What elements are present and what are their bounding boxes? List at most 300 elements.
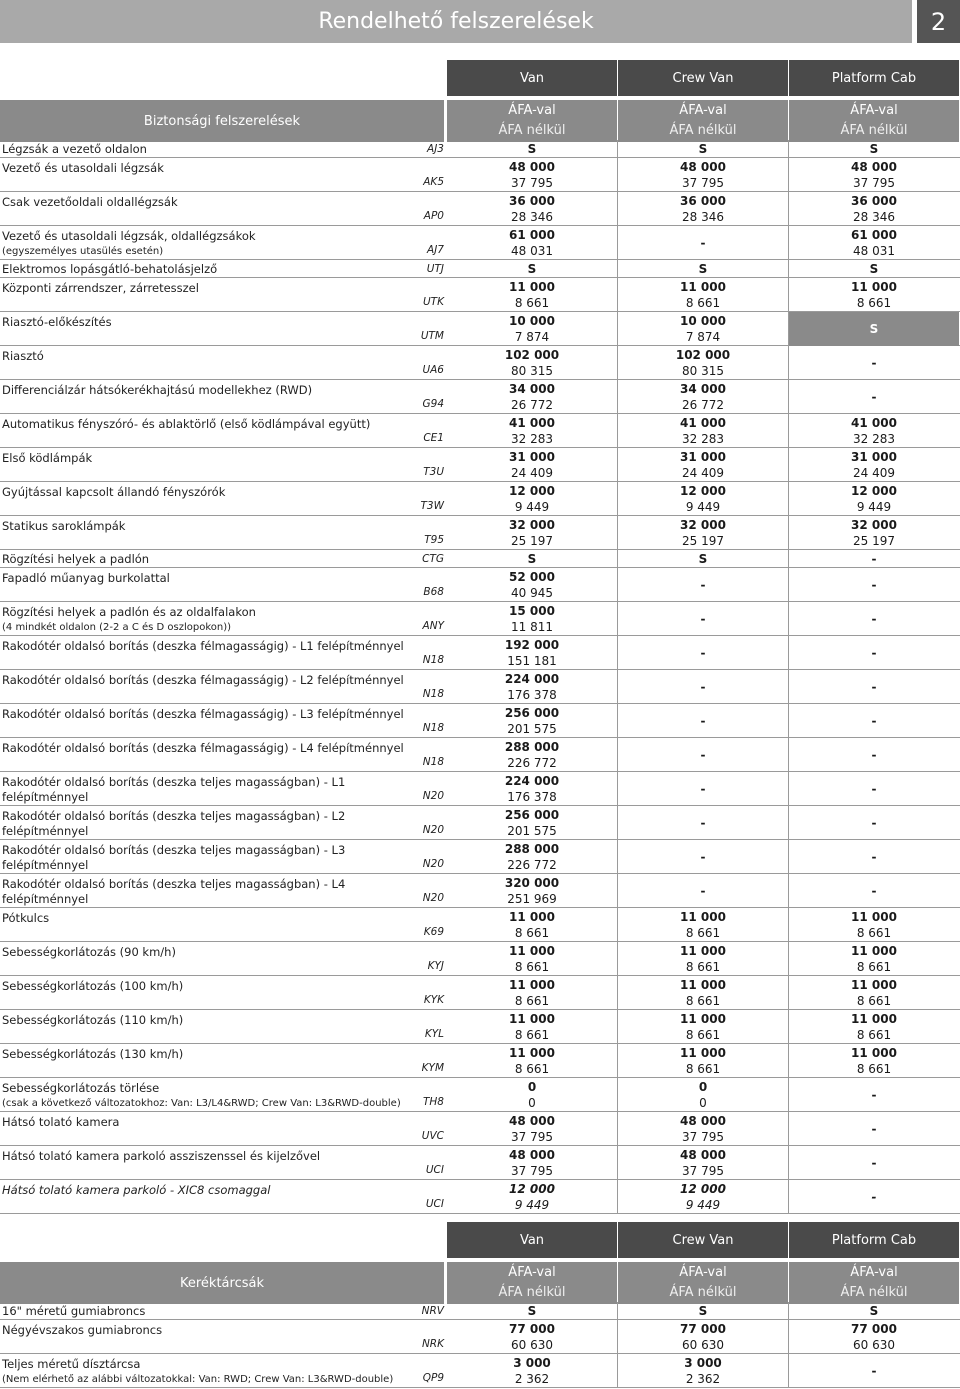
price-without-vat: 7 874: [685, 330, 721, 344]
option-code: AP0: [423, 210, 444, 222]
option-label: [2, 1081, 401, 1111]
price-cell-van: [447, 414, 617, 448]
price-without-vat: 9 449: [514, 1198, 550, 1212]
price-cell-platform-cab: [789, 312, 959, 346]
price-without-vat: 8 661: [685, 1028, 721, 1042]
price-cell-platform-cab: [789, 1180, 959, 1214]
price-without-vat: 48 031: [853, 244, 895, 258]
option-label: [2, 911, 49, 926]
option-code: ANY: [422, 620, 444, 632]
vat-with-label: ÁFA-val: [508, 103, 556, 118]
price-cell-platform-cab: [789, 704, 959, 738]
price-cell-van: [447, 226, 617, 260]
option-code: N20: [422, 790, 444, 802]
option-code: B68: [423, 586, 444, 598]
price-cell-van: [447, 1180, 617, 1214]
price-cell-crew-van: [618, 448, 788, 482]
price-cell-crew-van: [618, 772, 788, 806]
price-without-vat: 9 449: [685, 500, 721, 514]
price-without-vat: 26 772: [682, 398, 724, 412]
option-label: [2, 1357, 393, 1387]
option-note: (csak a következő változatokhoz: Van: L3/L4&RWD; Crew Van: L3&RWD-double): [2, 1098, 401, 1109]
option-code: CE1: [423, 432, 444, 444]
price-cell-van: [447, 976, 617, 1010]
vat-with-label: ÁFA-val: [679, 1265, 727, 1280]
option-label: [2, 1149, 320, 1164]
price-with-vat: 12 000: [680, 484, 726, 498]
price-cell-van: [447, 738, 617, 772]
option-name: Négyévszakos gumiabroncs: [2, 1323, 163, 1337]
vat-without-label: ÁFA nélkül: [840, 123, 908, 138]
price-with-vat: -: [871, 612, 877, 626]
price-without-vat: 24 409: [853, 466, 895, 480]
option-label: [2, 1013, 183, 1028]
option-code: KYK: [423, 994, 444, 1006]
option-name: Légzsák a vezető oldalon: [2, 142, 147, 156]
price-without-vat: 2 362: [514, 1372, 550, 1386]
price-without-vat: 25 197: [682, 534, 724, 548]
option-label: [2, 1115, 119, 1130]
price-cell-crew-van: [618, 840, 788, 874]
price-without-vat: 80 315: [682, 364, 724, 378]
option-label: [2, 552, 149, 567]
price-without-vat: 28 346: [853, 210, 895, 224]
price-cell-van: [447, 260, 617, 278]
price-cell-crew-van: [618, 1078, 788, 1112]
price-without-vat: 8 661: [856, 926, 892, 940]
option-label: [2, 741, 404, 756]
price-cell-platform-cab: [789, 602, 959, 636]
price-without-vat: 0: [699, 1096, 707, 1110]
price-cell-crew-van: [618, 1044, 788, 1078]
price-with-vat: -: [700, 816, 706, 830]
price-cell-platform-cab: [789, 738, 959, 772]
price-cell-platform-cab: [789, 1146, 959, 1180]
price-without-vat: 8 661: [856, 296, 892, 310]
column-header-platform-cab: Platform Cab: [789, 60, 959, 96]
option-code: N18: [422, 654, 444, 666]
price-cell-van: [447, 1078, 617, 1112]
table-row: [0, 1010, 960, 1044]
price-cell-platform-cab: [789, 1078, 959, 1112]
vat-without-label: ÁFA nélkül: [669, 123, 737, 138]
price-without-vat: 8 661: [514, 926, 550, 940]
price-cell-van: [447, 772, 617, 806]
price-without-vat: 201 575: [507, 824, 557, 838]
price-with-vat: 41 000: [509, 416, 555, 430]
price-with-vat: 11 000: [509, 1012, 555, 1026]
price-cell-platform-cab: [789, 482, 959, 516]
price-cell-van: [447, 1044, 617, 1078]
price-with-vat: 11 000: [851, 1046, 897, 1060]
price-with-vat: 11 000: [680, 1012, 726, 1026]
price-without-vat: 8 661: [856, 994, 892, 1008]
price-with-vat: 320 000: [504, 876, 560, 890]
option-note: (egyszemélyes utasülés esetén): [2, 246, 164, 257]
price-without-vat: 60 630: [682, 1338, 724, 1352]
price-with-vat: S: [527, 552, 537, 566]
price-with-vat: 12 000: [509, 484, 555, 498]
option-label: [2, 349, 44, 364]
option-name: Hátsó tolató kamera: [2, 1115, 120, 1129]
price-with-vat: -: [700, 748, 706, 762]
option-label: [2, 281, 199, 296]
price-cell-van: [447, 806, 617, 840]
price-cell-van: [447, 192, 617, 226]
option-label: [2, 383, 312, 398]
option-code: KYL: [424, 1028, 444, 1040]
table-row: [0, 602, 960, 636]
table-row: [0, 1112, 960, 1146]
option-name: Rakodótér oldalsó borítás (deszka teljes magasságban) - L1: [2, 775, 346, 789]
price-cell-platform-cab: [789, 158, 959, 192]
price-cell-platform-cab: [789, 1320, 959, 1354]
option-label: [2, 979, 183, 994]
price-with-vat: 41 000: [851, 416, 897, 430]
price-with-vat: 77 000: [680, 1322, 726, 1336]
vat-without-label: ÁFA nélkül: [498, 123, 566, 138]
table-row: [0, 482, 960, 516]
option-code: AK5: [423, 176, 444, 188]
table-row: [0, 516, 960, 550]
price-without-vat: 37 795: [511, 1164, 553, 1178]
price-with-vat: -: [871, 1122, 877, 1136]
vat-with-label: ÁFA-val: [679, 103, 727, 118]
price-with-vat: -: [700, 782, 706, 796]
table-row: [0, 976, 960, 1010]
price-without-vat: 8 661: [514, 994, 550, 1008]
price-without-vat: 8 661: [514, 296, 550, 310]
price-cell-platform-cab: [789, 806, 959, 840]
table-row: [0, 568, 960, 602]
option-label: [2, 809, 345, 839]
price-cell-van: [447, 670, 617, 704]
price-without-vat: 8 661: [685, 994, 721, 1008]
price-with-vat: -: [871, 748, 877, 762]
price-with-vat: 12 000: [851, 484, 897, 498]
price-cell-crew-van: [618, 874, 788, 908]
price-cell-platform-cab: [789, 346, 959, 380]
safety-section-title: Biztonsági felszerelések: [0, 100, 444, 142]
option-name: Rakodótér oldalsó borítás (deszka félmagasságig) - L1 felépítménnyel: [2, 639, 404, 653]
column-header-van: Van: [447, 1222, 617, 1258]
price-cell-van: [447, 1112, 617, 1146]
table-row: [0, 226, 960, 260]
price-without-vat: 8 661: [514, 1028, 550, 1042]
price-without-vat: 151 181: [507, 654, 557, 668]
table-row: [0, 840, 960, 874]
price-with-vat: 11 000: [509, 280, 555, 294]
price-without-vat: 8 661: [856, 960, 892, 974]
price-with-vat: 61 000: [509, 228, 555, 242]
option-name: Központi zárrendszer, zárretesszel: [2, 281, 199, 295]
option-label: [2, 417, 370, 432]
price-cell-platform-cab: [789, 226, 959, 260]
price-cell-van: [447, 312, 617, 346]
price-cell-crew-van: [618, 704, 788, 738]
price-cell-crew-van: [618, 140, 788, 158]
price-without-vat: 37 795: [853, 176, 895, 190]
price-without-vat: 176 378: [507, 790, 557, 804]
price-with-vat: S: [869, 1304, 879, 1318]
price-cell-crew-van: [618, 346, 788, 380]
option-note: (4 mindkét oldalon (2-2 a C és D oszlopokon)): [2, 622, 232, 633]
price-without-vat: 8 661: [514, 1062, 550, 1076]
option-name: Sebességkorlátozás (110 km/h): [2, 1013, 184, 1027]
price-without-vat: 60 630: [511, 1338, 553, 1352]
price-cell-platform-cab: [789, 414, 959, 448]
price-without-vat: 37 795: [682, 1130, 724, 1144]
table-row: [0, 448, 960, 482]
option-label: [2, 707, 404, 722]
price-without-vat: 28 346: [682, 210, 724, 224]
option-label: [2, 195, 178, 210]
price-without-vat: 8 661: [685, 1062, 721, 1076]
table-row: [0, 278, 960, 312]
option-name: Teljes méretű dísztárcsa: [2, 1357, 141, 1371]
option-name: Automatikus fényszóró- és ablaktörlő (első ködlámpával együtt): [2, 417, 371, 431]
option-code: KYJ: [427, 960, 444, 972]
option-code: NRV: [421, 1305, 444, 1317]
price-cell-platform-cab: [789, 278, 959, 312]
price-cell-platform-cab: [789, 192, 959, 226]
option-label: [2, 605, 256, 635]
price-with-vat: 48 000: [680, 160, 726, 174]
option-name: Sebességkorlátozás (130 km/h): [2, 1047, 184, 1061]
price-cell-van: [447, 1302, 617, 1320]
price-with-vat: 0: [527, 1080, 537, 1094]
price-without-vat: 251 969: [507, 892, 557, 906]
price-cell-crew-van: [618, 516, 788, 550]
price-cell-platform-cab: [789, 550, 959, 568]
price-with-vat: -: [871, 884, 877, 898]
price-with-vat: 224 000: [504, 774, 560, 788]
price-cell-crew-van: [618, 976, 788, 1010]
table-row: [0, 772, 960, 806]
price-with-vat: 288 000: [504, 842, 560, 856]
price-cell-crew-van: [618, 312, 788, 346]
price-without-vat: 40 945: [511, 586, 553, 600]
option-name: Csak vezetőoldali oldallégzsák: [2, 195, 178, 209]
price-with-vat: -: [871, 1190, 877, 1204]
option-code: T95: [424, 534, 444, 546]
vat-with-label: ÁFA-val: [850, 103, 898, 118]
price-with-vat: S: [869, 322, 879, 336]
price-cell-platform-cab: [789, 976, 959, 1010]
price-cell-crew-van: [618, 738, 788, 772]
price-cell-van: [447, 1010, 617, 1044]
price-with-vat: 11 000: [509, 910, 555, 924]
price-cell-crew-van: [618, 1320, 788, 1354]
price-with-vat: S: [869, 142, 879, 156]
option-code: UTJ: [426, 263, 444, 275]
price-without-vat: 9 449: [856, 500, 892, 514]
price-with-vat: -: [871, 850, 877, 864]
price-cell-crew-van: [618, 1112, 788, 1146]
page-title: Rendelhető felszerelések: [0, 0, 912, 43]
price-cell-van: [447, 1146, 617, 1180]
price-with-vat: 11 000: [680, 910, 726, 924]
price-with-vat: 48 000: [509, 1148, 555, 1162]
price-with-vat: 31 000: [509, 450, 555, 464]
option-label: [2, 639, 404, 654]
option-name: Rakodótér oldalsó borítás (deszka teljes magasságban) - L4: [2, 877, 346, 891]
price-without-vat: 32 283: [853, 432, 895, 446]
price-without-vat: 60 630: [853, 1338, 895, 1352]
price-with-vat: -: [871, 646, 877, 660]
price-with-vat: 11 000: [851, 1012, 897, 1026]
price-with-vat: 48 000: [851, 160, 897, 174]
price-with-vat: -: [871, 680, 877, 694]
price-cell-crew-van: [618, 942, 788, 976]
price-cell-platform-cab: [789, 568, 959, 602]
vat-without-label: ÁFA nélkül: [840, 1285, 908, 1300]
table-row: [0, 380, 960, 414]
price-with-vat: S: [869, 262, 879, 276]
price-cell-van: [447, 1320, 617, 1354]
price-without-vat: 201 575: [507, 722, 557, 736]
column-divider: [788, 140, 789, 1214]
price-with-vat: 36 000: [680, 194, 726, 208]
price-cell-crew-van: [618, 602, 788, 636]
price-with-vat: 41 000: [680, 416, 726, 430]
price-cell-crew-van: [618, 192, 788, 226]
option-code: T3W: [420, 500, 444, 512]
price-with-vat: -: [871, 356, 877, 370]
price-with-vat: 12 000: [680, 1182, 726, 1196]
price-cell-crew-van: [618, 636, 788, 670]
price-with-vat: 32 000: [851, 518, 897, 532]
option-name: Sebességkorlátozás (100 km/h): [2, 979, 184, 993]
price-with-vat: 77 000: [509, 1322, 555, 1336]
option-name: Rakodótér oldalsó borítás (deszka félmagasságig) - L3 felépítménnyel: [2, 707, 404, 721]
price-with-vat: -: [700, 578, 706, 592]
price-cell-platform-cab: [789, 380, 959, 414]
option-label: [2, 315, 112, 330]
price-cell-platform-cab: [789, 772, 959, 806]
price-with-vat: -: [700, 714, 706, 728]
option-code: KYM: [421, 1062, 444, 1074]
column-header-crew-van: Crew Van: [618, 1222, 788, 1258]
price-without-vat: 9 449: [514, 500, 550, 514]
option-code: TH8: [423, 1096, 444, 1108]
vat-header: [618, 100, 788, 142]
price-with-vat: 11 000: [851, 280, 897, 294]
option-note: felépítménnyel: [2, 824, 89, 838]
price-with-vat: -: [700, 850, 706, 864]
price-cell-crew-van: [618, 482, 788, 516]
option-name: Statikus saroklámpák: [2, 519, 126, 533]
price-without-vat: 25 197: [511, 534, 553, 548]
option-code: UVC: [421, 1130, 444, 1142]
price-cell-van: [447, 602, 617, 636]
price-cell-van: [447, 874, 617, 908]
vat-header: [447, 100, 617, 142]
option-label: [2, 1304, 145, 1319]
price-cell-platform-cab: [789, 1354, 959, 1388]
table-row: [0, 704, 960, 738]
price-with-vat: -: [871, 1088, 877, 1102]
price-cell-van: [447, 380, 617, 414]
price-cell-platform-cab: [789, 942, 959, 976]
price-without-vat: 32 283: [511, 432, 553, 446]
price-with-vat: 77 000: [851, 1322, 897, 1336]
price-cell-platform-cab: [789, 874, 959, 908]
price-without-vat: 8 661: [685, 296, 721, 310]
vat-header: [789, 1262, 959, 1304]
price-with-vat: 11 000: [509, 944, 555, 958]
price-without-vat: 226 772: [507, 858, 557, 872]
price-with-vat: 11 000: [851, 910, 897, 924]
vat-header: [618, 1262, 788, 1304]
table-row: [0, 636, 960, 670]
price-with-vat: S: [527, 1304, 537, 1318]
option-label: [2, 161, 164, 176]
price-with-vat: S: [698, 552, 708, 566]
option-name: Rögzítési helyek a padlón: [2, 552, 150, 566]
option-label: [2, 451, 92, 466]
option-label: [2, 485, 225, 500]
option-name: Riasztó-előkészítés: [2, 315, 112, 329]
price-without-vat: 37 795: [682, 1164, 724, 1178]
price-without-vat: 48 031: [511, 244, 553, 258]
price-with-vat: 224 000: [504, 672, 560, 686]
price-with-vat: 32 000: [680, 518, 726, 532]
price-with-vat: -: [871, 714, 877, 728]
price-with-vat: 48 000: [509, 160, 555, 174]
option-code: UTK: [423, 296, 444, 308]
option-name: Első ködlámpák: [2, 451, 93, 465]
option-code: CTG: [422, 553, 444, 565]
table-row: [0, 1302, 960, 1320]
price-cell-crew-van: [618, 670, 788, 704]
price-without-vat: 176 378: [507, 688, 557, 702]
price-without-vat: 26 772: [511, 398, 553, 412]
price-cell-crew-van: [618, 1302, 788, 1320]
table-row: [0, 1078, 960, 1112]
table-row: [0, 1180, 960, 1214]
option-code: UTM: [420, 330, 444, 342]
price-cell-van: [447, 448, 617, 482]
price-with-vat: -: [871, 578, 877, 592]
table-row: [0, 346, 960, 380]
price-with-vat: 52 000: [509, 570, 555, 584]
vat-without-label: ÁFA nélkül: [498, 1285, 566, 1300]
vat-with-label: ÁFA-val: [850, 1265, 898, 1280]
price-cell-platform-cab: [789, 1302, 959, 1320]
price-without-vat: 7 874: [514, 330, 550, 344]
price-with-vat: S: [698, 142, 708, 156]
price-with-vat: 11 000: [680, 1046, 726, 1060]
price-cell-platform-cab: [789, 1112, 959, 1146]
price-cell-crew-van: [618, 226, 788, 260]
price-cell-crew-van: [618, 278, 788, 312]
price-with-vat: 3 000: [684, 1356, 722, 1370]
option-code: AJ7: [427, 244, 444, 256]
option-label: [2, 877, 345, 907]
table-row: [0, 1044, 960, 1078]
price-without-vat: 8 661: [514, 960, 550, 974]
table-row: [0, 312, 960, 346]
option-code: N20: [422, 858, 444, 870]
table-row: [0, 1320, 960, 1354]
price-with-vat: 102 000: [675, 348, 731, 362]
option-code: T3U: [423, 466, 444, 478]
option-name: Hátsó tolató kamera parkoló - XIC8 csomaggal: [2, 1183, 271, 1197]
price-with-vat: 102 000: [504, 348, 560, 362]
table-row: [0, 260, 960, 278]
vat-with-label: ÁFA-val: [508, 1265, 556, 1280]
